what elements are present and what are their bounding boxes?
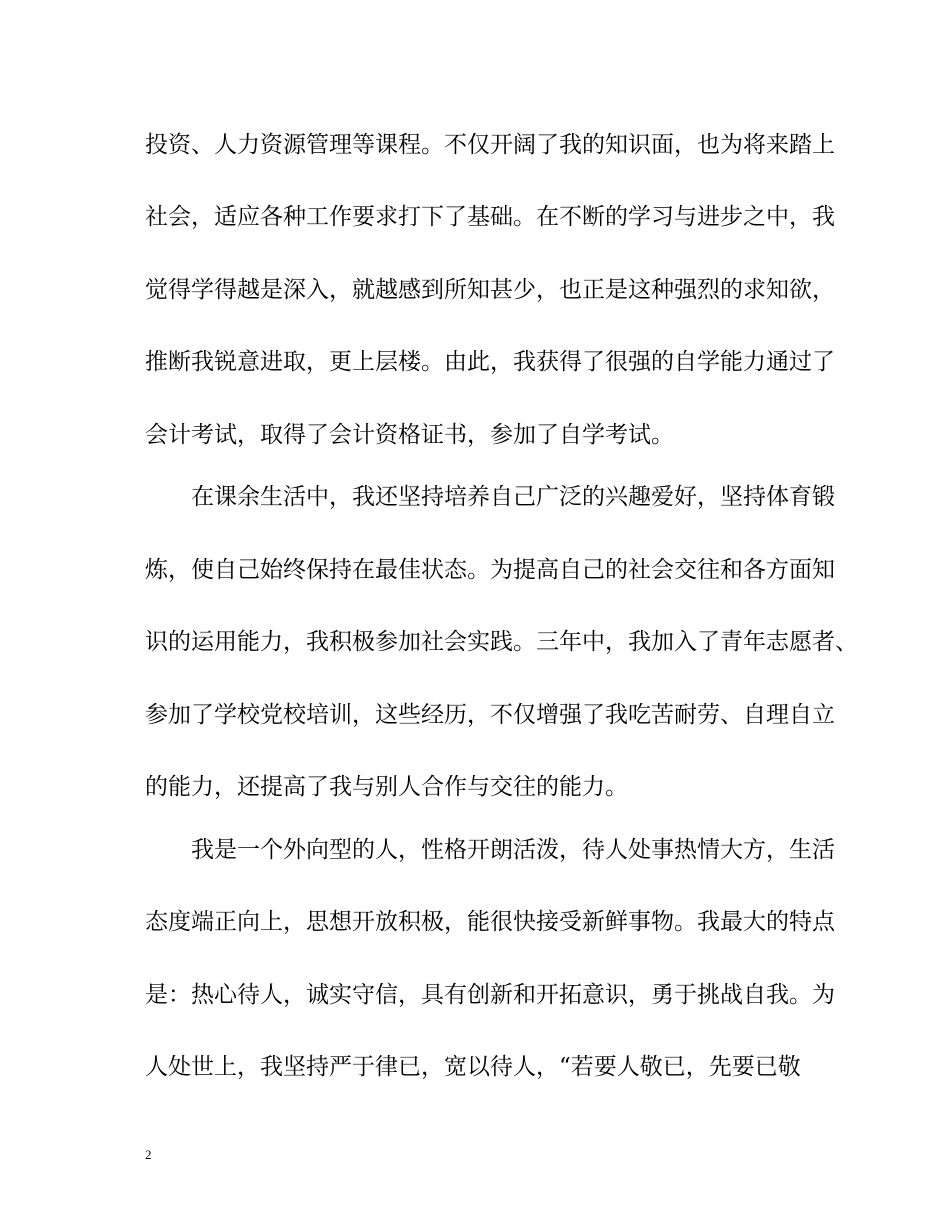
text-line: 炼，使自己始终保持在最佳状态。为提高自己的社会交往和各方面知 <box>145 557 835 583</box>
text-line: 人处世上，我坚持严于律已，宽以待人，“若要人敬已，先要已敬 <box>145 1054 801 1080</box>
text-line: 社会，适应各种工作要求打下了基础。在不断的学习与进步之中，我 <box>145 204 835 230</box>
paragraph-start-line: 在课余生活中，我还坚持培养自己广泛的兴趣爱好，坚持体育锻 <box>191 484 835 510</box>
paragraph-start-line: 我是一个外向型的人，性格开朗活泼，待人处事热情大方，生活 <box>191 837 835 863</box>
text-line: 态度端正向上，思想开放积极，能很快接受新鲜事物。我最大的特点 <box>145 909 835 935</box>
page-number: 2 <box>145 1147 152 1162</box>
text-line: 参加了学校党校培训，这些经历，不仅增强了我吃苦耐劳、自理自立 <box>145 702 835 728</box>
text-line: 会计考试，取得了会计资格证书，参加了自学考试。 <box>145 422 674 448</box>
text-line: 是：热心待人，诚实守信，具有创新和开拓意识，勇于挑战自我。为 <box>145 982 835 1008</box>
text-line: 投资、人力资源管理等课程。不仅开阔了我的知识面，也为将来踏上 <box>145 132 835 158</box>
text-line: 觉得学得越是深入，就越感到所知甚少，也正是这种强烈的求知欲， <box>145 277 835 303</box>
text-line: 的能力，还提高了我与别人合作与交往的能力。 <box>145 774 628 800</box>
text-line: 识的运用能力，我积极参加社会实践。三年中，我加入了青年志愿者、 <box>145 629 858 655</box>
text-line: 推断我锐意进取，更上层楼。由此，我获得了很强的自学能力通过了 <box>145 349 835 375</box>
